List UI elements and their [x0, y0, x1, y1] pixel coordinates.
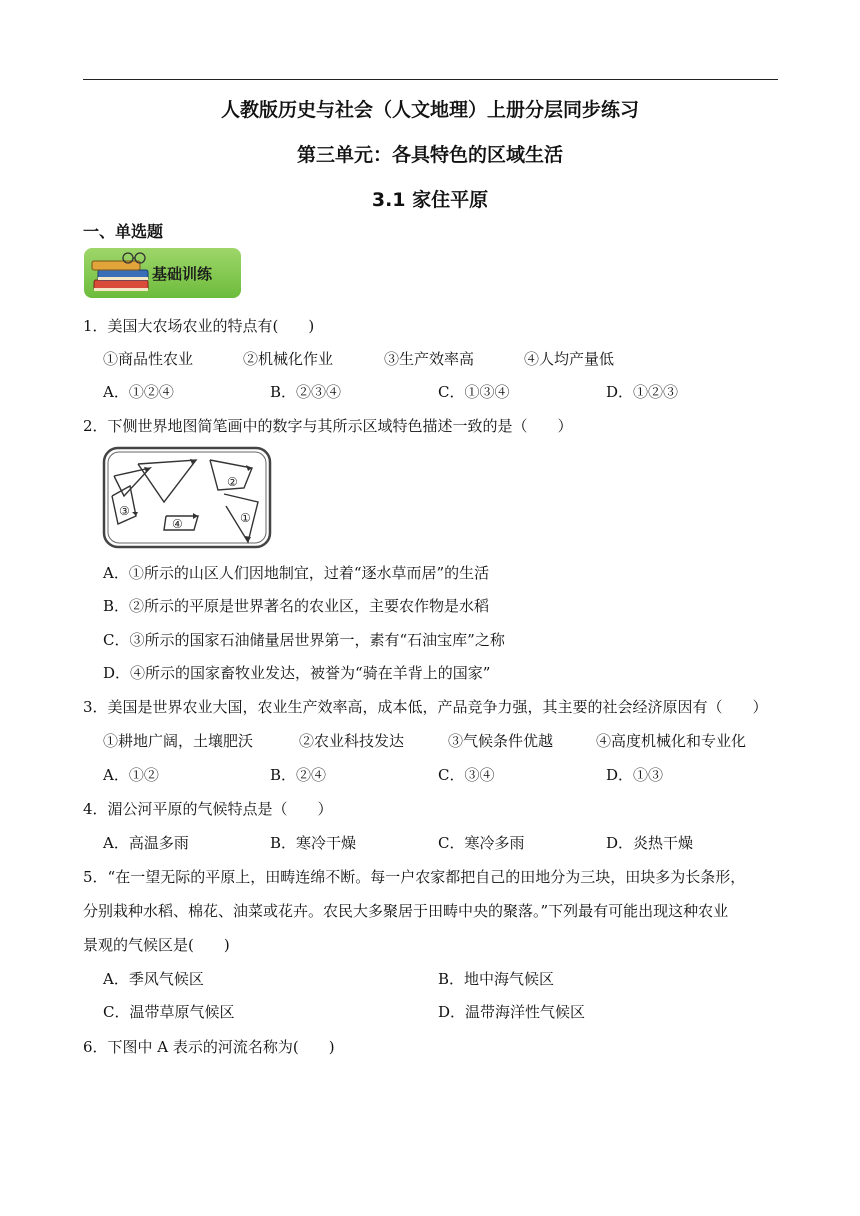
q5-option-d[interactable]: D．温带海洋性气候区	[438, 1003, 586, 1021]
books-icon	[90, 250, 156, 298]
q4-option-b[interactable]: B．寒冷干燥	[270, 834, 357, 852]
q5-stem-line: 5．“在一望无际的平原上，田畴连绵不断。每一户农家都把自己的田地分为三块，田块多为长条形，	[83, 868, 746, 886]
q5-option-b[interactable]: B．地中海气候区	[438, 970, 555, 988]
q2-option-b[interactable]: B．②所示的平原是世界著名的农业区，主要农作物是水稻	[103, 597, 490, 615]
q1-stem: 1．美国大农场农业的特点有( )	[83, 317, 315, 335]
unit-title: 第三单元：各具特色的区域生活	[296, 144, 563, 166]
badge-label: 基础训练	[152, 265, 213, 283]
q4-stem: 4．湄公河平原的气候特点是（ ）	[83, 800, 333, 818]
q4-option-c[interactable]: C．寒冷多雨	[438, 834, 525, 852]
lesson-title: 3.1 家住平原	[371, 189, 489, 211]
section-heading: 一、单选题	[83, 222, 164, 241]
q1-option-d[interactable]: D．①②③	[606, 383, 679, 401]
map-label-4: ④	[172, 517, 183, 531]
q2-option-a[interactable]: A．①所示的山区人们因地制宜，过着“逐水草而居”的生活	[103, 564, 490, 582]
q2-option-d[interactable]: D．④所示的国家畜牧业发达，被誉为“骑在羊背上的国家”	[103, 664, 491, 682]
q3-item: ②农业科技发达	[299, 732, 405, 750]
header-rule	[83, 79, 778, 80]
q5-option-a[interactable]: A．季风气候区	[103, 970, 204, 988]
q1-option-c[interactable]: C．①③④	[438, 383, 510, 401]
q3-option-b[interactable]: B．②④	[270, 766, 327, 784]
map-label-1: ①	[240, 511, 251, 525]
basic-training-badge	[84, 248, 241, 298]
q3-stem: 3．美国是世界农业大国，农业生产效率高，成本低，产品竞争力强，其主要的社会经济原因有（ ）	[83, 698, 768, 716]
q1-item: ②机械化作业	[243, 350, 334, 368]
q3-item: ④高度机械化和专业化	[596, 732, 747, 750]
q3-option-a[interactable]: A．①②	[103, 766, 159, 784]
q3-option-d[interactable]: D．①③	[606, 766, 664, 784]
q3-item: ①耕地广阔，土壤肥沃	[103, 732, 254, 750]
q1-option-a[interactable]: A．①②④	[103, 383, 174, 401]
q4-option-a[interactable]: A．高温多雨	[103, 834, 189, 852]
q1-item: ①商品性农业	[103, 350, 194, 368]
q3-option-c[interactable]: C．③④	[438, 766, 495, 784]
q2-stem: 2．下侧世界地图简笔画中的数字与其所示区域特色描述一致的是（ ）	[83, 417, 573, 435]
q5-option-c[interactable]: C．温带草原气候区	[103, 1003, 235, 1021]
q1-option-b[interactable]: B．②③④	[270, 383, 342, 401]
map-label-2: ②	[227, 475, 238, 489]
q1-item: ④人均产量低	[524, 350, 615, 368]
document-title: 人教版历史与社会（人文地理）上册分层同步练习	[220, 99, 639, 121]
q3-item: ③气候条件优越	[448, 732, 554, 750]
q5-stem-line: 分别栽种水稻、棉花、油菜或花卉。农民大多聚居于田畴中央的聚落。”下列最有可能出现这种农业	[83, 902, 729, 920]
q2-option-c[interactable]: C．③所示的国家石油储量居世界第一，素有“石油宝库”之称	[103, 631, 505, 649]
q4-option-d[interactable]: D．炎热干燥	[606, 834, 694, 852]
map-label-3: ③	[119, 504, 130, 518]
q6-stem: 6．下图中 A 表示的河流名称为( )	[83, 1038, 335, 1056]
world-map-sketch	[102, 446, 272, 549]
q1-item: ③生产效率高	[384, 350, 475, 368]
q5-stem-line: 景观的气候区是( )	[83, 936, 230, 954]
